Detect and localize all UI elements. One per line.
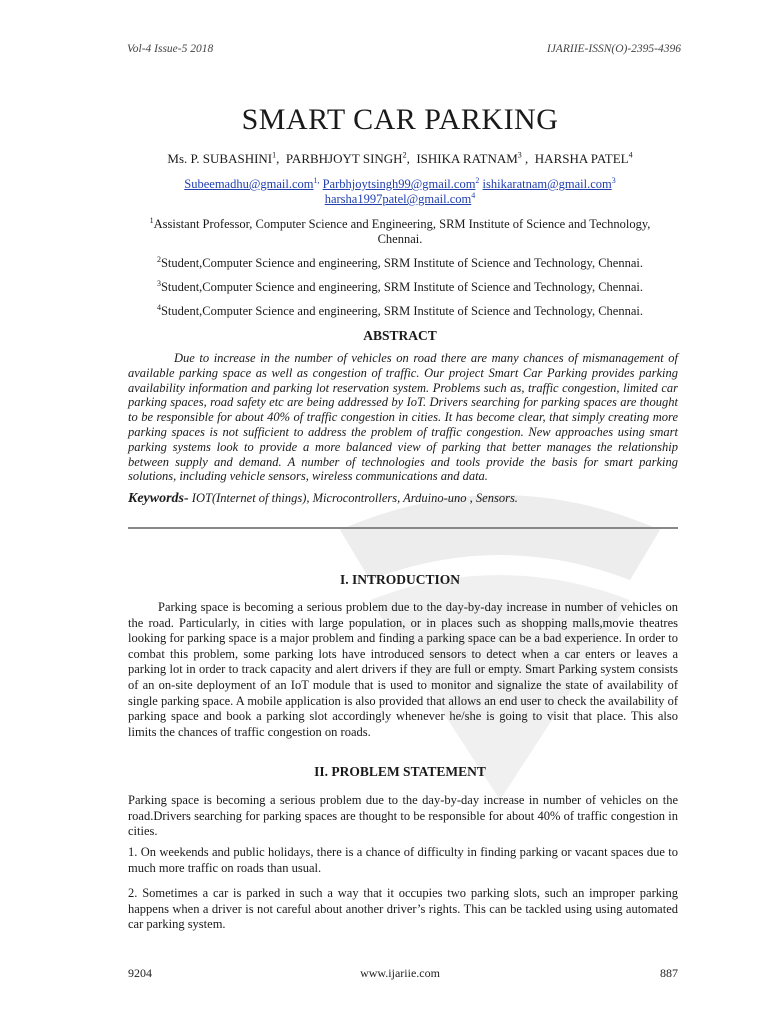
affiliation-2: [0, 256, 768, 271]
affiliation-text: Student,Computer Science and engineering, SRM Institute of Science and Technology, Chennai.: [160, 304, 643, 318]
affiliation-3: [0, 280, 768, 295]
affiliation-4: [0, 304, 768, 319]
author-name: Ms. P. SUBASHINI: [167, 151, 273, 166]
author-list: Ms. P. SUBASHINI$^1$, PARBHJOYT SINGH$^2$, ISHIKA RATNAM$^3$ , HARSHA PATEL$^4$: [167, 150, 633, 166]
affiliation-text: Student,Computer Science and engineering, SRM Institute of Science and Technology, Chennai.: [160, 256, 643, 270]
email-sup: 4: [471, 190, 476, 200]
problem-statement-paragraph: 1. On weekends and public holidays, there is a chance of difficulty in finding parking or vacant spaces due to much more traffic on roads than usual.: [128, 845, 678, 875]
affiliation-text: Assistant Professor, Computer Science and Engineering, SRM Institute of Science and Technology,: [153, 217, 651, 231]
email-sup: 1,: [313, 175, 320, 185]
footer-page-number: 887: [660, 966, 678, 980]
email-link[interactable]: Parbhjoytsingh99@gmail.com: [322, 177, 476, 191]
affiliation-sup: 4: [156, 302, 161, 312]
author-emails: [0, 177, 768, 207]
author-sup: 3: [517, 150, 522, 160]
footer-website[interactable]: www.ijariie.com: [360, 966, 440, 980]
paper-title: SMART CAR PARKING: [241, 103, 559, 136]
affiliation-text: Student,Computer Science and engineering, SRM Institute of Science and Technology, Chennai.: [160, 280, 643, 294]
problem-statement-paragraph: Parking space is becoming a serious problem due to the day-by-day increase in number of vehicles on the road.Drivers searching for parking spaces are thought to be responsible for about 40% of traffic congestion in cities.: [128, 793, 678, 839]
keywords-label: Keywords-: [128, 491, 189, 506]
journal-issn: IJARIIE-ISSN(O)-2395-4396: [546, 43, 681, 55]
introduction-text: Parking space is becoming a serious problem due to the day-by-day increase in number of vehicles on the road. Particularly, in cities with large population, or in places such as shopping malls,movie theatres looking for parking space is a major problem and finding a parking space can be a bad experience. In order to combat this problem, some parking lots have introduced sensors to detect when a car enters or leaves a parking lot in order to track capacity and alert drivers if they are full or empty. Smart Parking system consists of an on-site deployment of an IoT module that is used to monitor and signalize the state of availability of single parking space. A mobile application is also provided that allows an end user to check the availability of parking space and book a parking slot accordingly whenever he/she is going to visit that place. This also limits the chances of traffic congestion on roads.: [128, 600, 678, 739]
email-sup: 2: [475, 175, 480, 185]
keywords: [128, 491, 518, 507]
author-sup: 4: [628, 150, 633, 160]
footer-paper-id: 9204: [128, 966, 152, 980]
problem-statement-paragraph: 2. Sometimes a car is parked in such a way that it occupies two parking slots, such an improper parking happens when a driver is not careful about another driver’s rights. This can be tackled using using automated car parking system.: [128, 886, 678, 932]
abstract-text: Due to increase in the number of vehicles on road there are many chances of mismanagement of available parking space as well as congestion of traffic. Our project Smart Car Parking provides parking availability information and parking lot reservation system. Problems such as, traffic congestion, limited car parking spaces, road safety etc are being addressed by IoT. Drivers searching for parking spaces are thought to be responsible for about 40% of traffic congestion in cities. It has become clear, that simply creating more parking spaces is not sufficient to address the problem of traffic congestion. New approaches using smart parking systems look to provide a more balanced view of parking that better manages the relationship between supply and demand. A number of technologies and tools provide the basis for smart parking solutions, including vehicle sensors, wireless communications and data.: [128, 351, 678, 484]
author-sup: 2: [402, 150, 407, 160]
affiliation-1: [0, 217, 768, 247]
author-name: HARSHA PATEL: [534, 151, 629, 166]
email-sup: 3: [611, 175, 616, 185]
problem-statement-heading: II. PROBLEM STATEMENT: [314, 764, 486, 779]
email-link[interactable]: ishikaratnam@gmail.com: [482, 177, 612, 191]
affiliation-sup: 3: [156, 278, 161, 288]
affiliation-sup: 1: [149, 215, 154, 225]
affiliation-sup: 2: [156, 254, 161, 264]
section-divider: [128, 527, 678, 529]
author-name: PARBHJOYT SINGH: [285, 151, 403, 166]
author-name: ISHIKA RATNAM: [416, 151, 518, 166]
email-link[interactable]: harsha1997patel@gmail.com: [324, 192, 472, 206]
affiliation-text: Chennai.: [377, 232, 423, 246]
abstract-heading: ABSTRACT: [363, 328, 437, 343]
keywords-text: IOT(Internet of things), Microcontrollers, Arduino-uno , Sensors.: [188, 491, 518, 505]
author-sup: 1: [272, 150, 277, 160]
introduction-heading: I. INTRODUCTION: [339, 572, 461, 587]
email-link[interactable]: Subeemadhu@gmail.com: [184, 177, 314, 191]
journal-volume: Vol-4 Issue-5 2018: [127, 43, 214, 55]
